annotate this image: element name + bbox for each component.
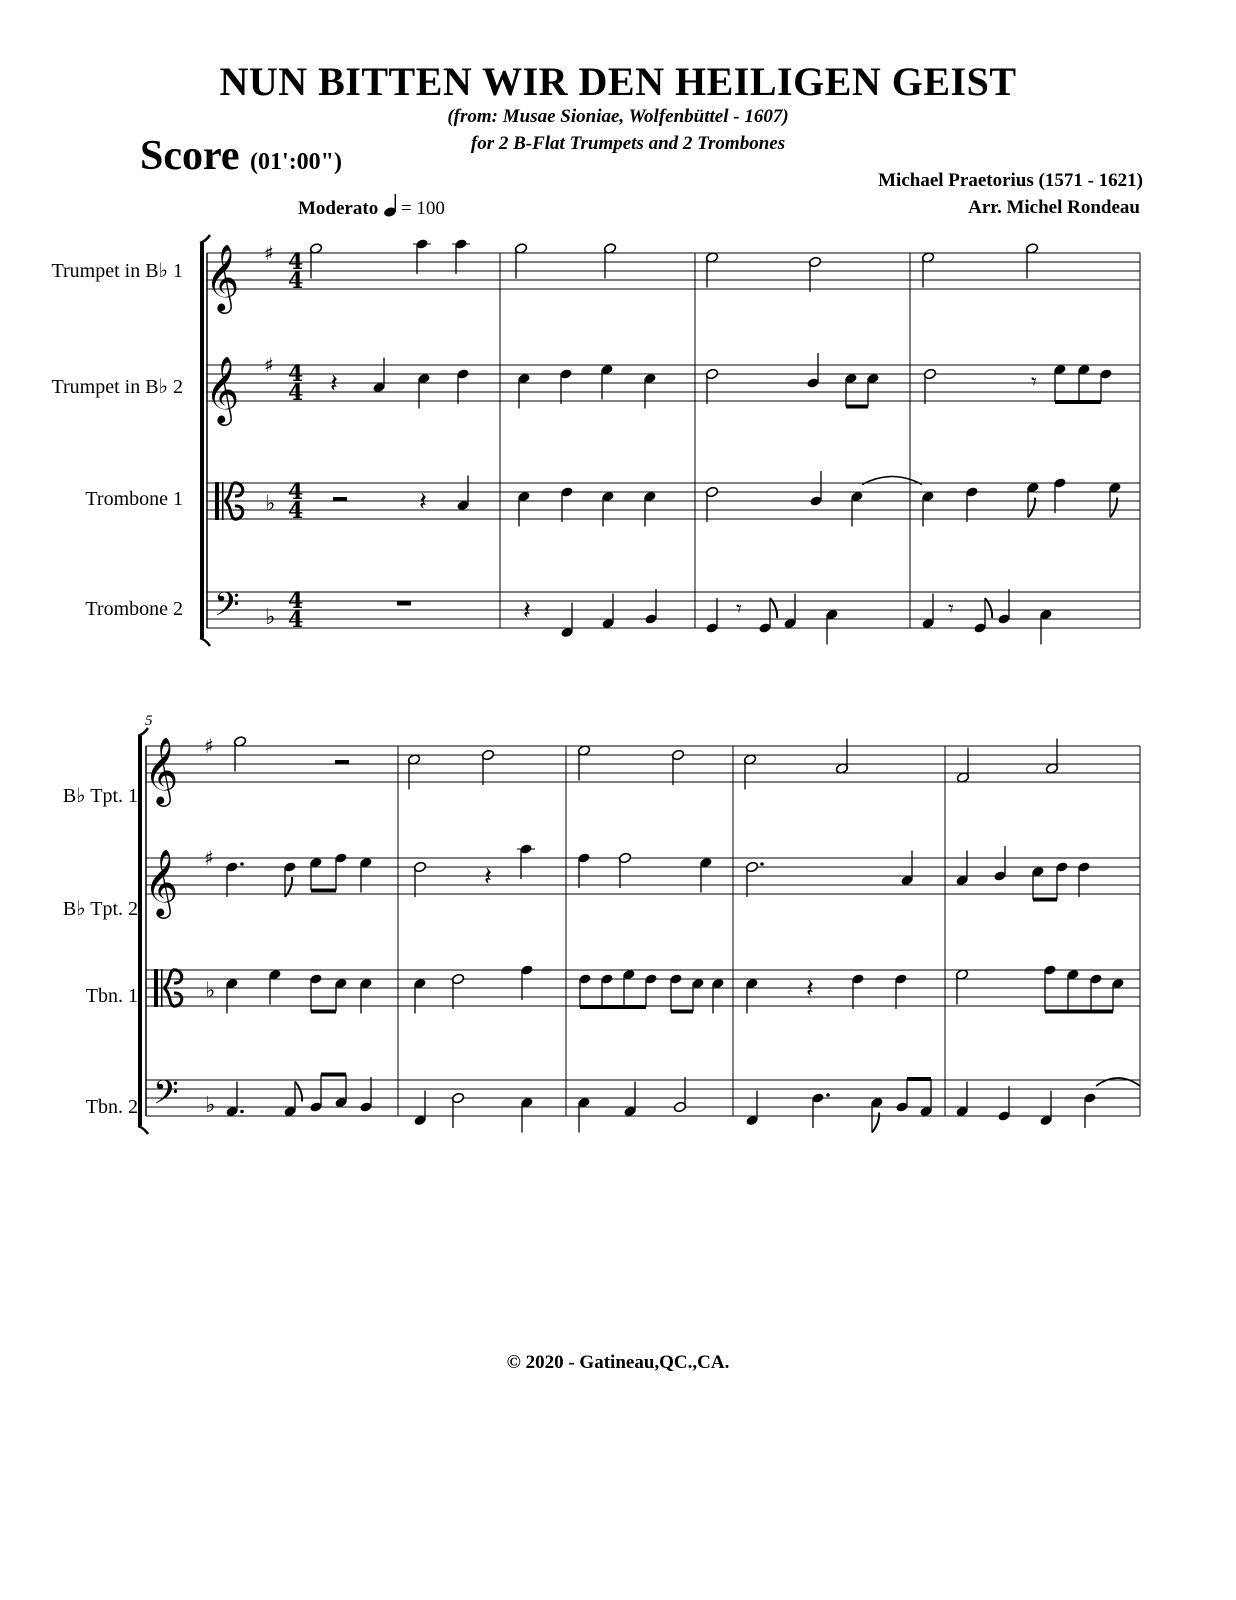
note-dot bbox=[240, 862, 244, 866]
tempo-text: Moderato bbox=[298, 198, 379, 219]
time-signature-bottom: 4 bbox=[288, 498, 304, 524]
score-label-text: Score bbox=[140, 133, 240, 179]
system-bracket bbox=[200, 243, 204, 638]
flat-icon: ♭ bbox=[205, 1093, 216, 1118]
sharp-icon: ♯ bbox=[204, 846, 214, 870]
subtitle-instrumentation: for 2 B-Flat Trumpets and 2 Trombones bbox=[470, 133, 786, 154]
time-signature-bottom: 4 bbox=[288, 268, 304, 294]
instrument-label-tpt-2-short: B♭ Tpt. 2 bbox=[62, 898, 138, 920]
composer: Michael Praetorius (1571 - 1621) bbox=[878, 170, 1143, 191]
bass-clef-icon: 𝄢 bbox=[214, 586, 240, 632]
duration: (01':00") bbox=[250, 149, 342, 175]
time-signature-top: 4 bbox=[288, 249, 304, 275]
instrument-label-tbn-1-short: Tbn. 1 bbox=[85, 985, 138, 1007]
quarter-rest-icon: 𝄽 bbox=[484, 862, 492, 892]
note-dot bbox=[826, 1093, 830, 1097]
alto-clef-icon bbox=[154, 969, 158, 1007]
instrument-label-tbn-2-short: Tbn. 2 bbox=[85, 1096, 138, 1118]
alto-clef-icon bbox=[222, 482, 224, 520]
system-bracket bbox=[200, 638, 210, 646]
treble-clef-icon: 𝄞 bbox=[205, 243, 240, 311]
note-dot bbox=[760, 862, 764, 866]
time-signature-bottom: 4 bbox=[288, 380, 304, 406]
system-bracket bbox=[138, 736, 142, 1126]
flat-icon: ♭ bbox=[265, 491, 276, 517]
alto-clef-icon bbox=[215, 482, 219, 520]
tie bbox=[1096, 1078, 1140, 1086]
system-bracket bbox=[138, 728, 148, 736]
alto-clef-icon bbox=[161, 969, 163, 1007]
measure-number: 5 bbox=[145, 713, 153, 729]
bass-clef-icon: 𝄢 bbox=[153, 1074, 179, 1120]
time-signature-bottom: 4 bbox=[288, 607, 304, 633]
treble-clef-icon: 𝄞 bbox=[144, 848, 179, 916]
copyright: © 2020 - Gatineau,QC.,CA. bbox=[506, 1352, 730, 1373]
instrument-label-trombone-2: Trombone 2 bbox=[85, 598, 183, 620]
eighth-rest-icon: 𝄾 bbox=[736, 597, 742, 622]
score-title: NUN BITTEN WIR DEN HEILIGEN GEIST bbox=[219, 59, 1017, 104]
instrument-label-trumpet-2: Trumpet in B♭ 2 bbox=[51, 376, 183, 398]
quarter-rest-icon: 𝄽 bbox=[330, 369, 338, 399]
time-signature-top: 4 bbox=[288, 479, 304, 505]
sharp-icon: ♯ bbox=[204, 734, 214, 758]
whole-rest-icon bbox=[397, 601, 411, 606]
time-signature-top: 4 bbox=[288, 361, 304, 387]
arranger: Arr. Michel Rondeau bbox=[968, 197, 1140, 218]
instrument-label-tpt-1-short: B♭ Tpt. 1 bbox=[62, 785, 138, 807]
sharp-icon: ♯ bbox=[264, 241, 274, 265]
half-rest-icon bbox=[333, 497, 347, 501]
system-bracket bbox=[200, 235, 210, 243]
treble-clef-icon: 𝄞 bbox=[205, 355, 240, 423]
treble-clef-icon: 𝄞 bbox=[144, 736, 179, 804]
instrument-label-trumpet-1: Trumpet in B♭ 1 bbox=[51, 260, 183, 282]
time-signature-top: 4 bbox=[288, 588, 304, 614]
flat-icon: ♭ bbox=[205, 978, 216, 1004]
instrument-label-trombone-1: Trombone 1 bbox=[85, 488, 183, 510]
subtitle-source: (from: Musae Sioniae, Wolfenbüttel - 1607) bbox=[447, 106, 789, 127]
quarter-rest-icon: 𝄽 bbox=[419, 487, 427, 517]
eighth-rest-icon: 𝄾 bbox=[1031, 370, 1037, 395]
quarter-rest-icon: 𝄽 bbox=[523, 596, 531, 626]
system-bracket bbox=[138, 1126, 148, 1134]
quarter-rest-icon: 𝄽 bbox=[806, 974, 814, 1004]
flat-icon: ♭ bbox=[265, 605, 276, 630]
note-dot bbox=[240, 1110, 244, 1114]
sharp-icon: ♯ bbox=[264, 353, 274, 377]
half-rest-icon bbox=[335, 760, 349, 764]
tempo-value: = 100 bbox=[400, 198, 445, 219]
eighth-rest-icon: 𝄾 bbox=[948, 597, 954, 622]
